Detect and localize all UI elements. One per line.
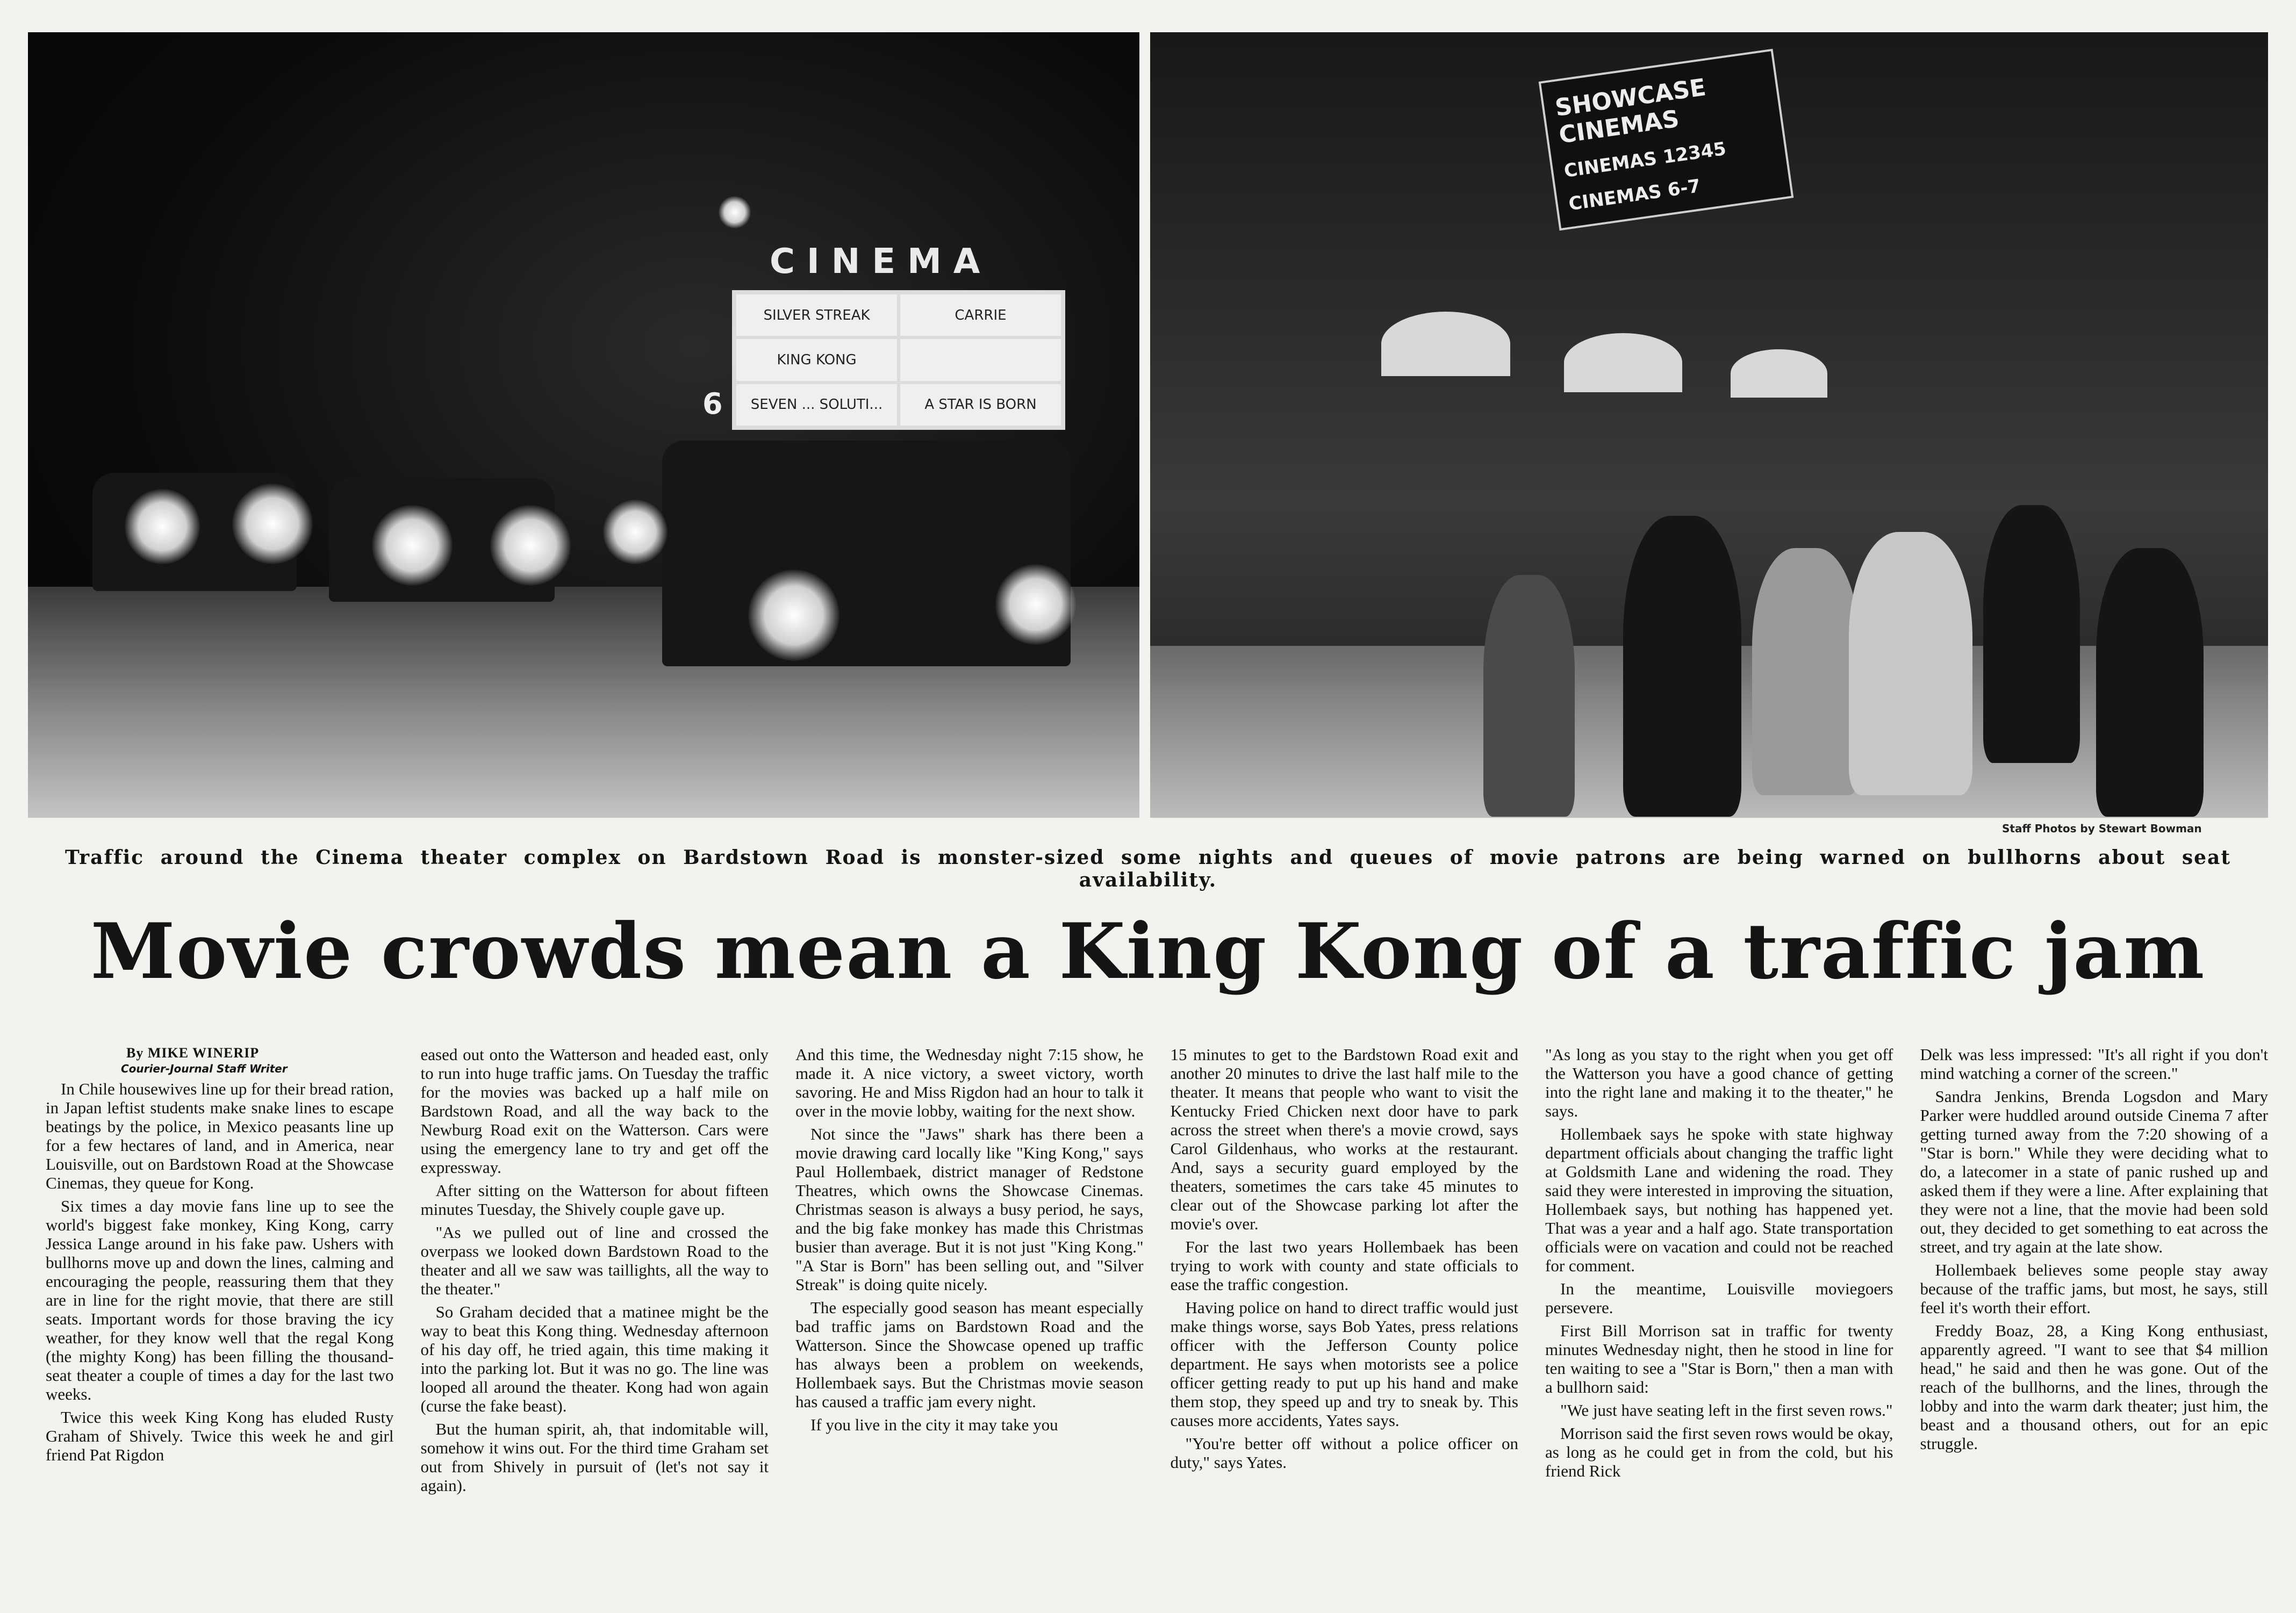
- headlight: [603, 500, 668, 564]
- ceiling-lamp: [1731, 349, 1827, 398]
- article-body: [46, 1045, 2268, 1598]
- paragraph: After sitting on the Watterson for about fifteen minutes Tuesday, the Shively couple gave up.: [420, 1181, 769, 1219]
- headlight: [372, 505, 453, 586]
- article-column-4: [1171, 1045, 1519, 1598]
- headlight: [748, 570, 840, 661]
- marquee-cell: [900, 339, 1061, 380]
- paragraph: eased out onto the Watterson and headed east, only to run into huge traffic jams. On Tuesday the traffic for the movies was backed up a half mile on Bardstown Road, and all the way back to the Newburg Road exit on the Watterson. Cars were using the emergency lane to try and get off the expressway.: [420, 1045, 769, 1177]
- sign-line-2: CINEMAS 12345: [1562, 138, 1728, 182]
- byline-name: By MIKE WINERIP: [126, 1045, 260, 1061]
- person-silhouette: [1983, 505, 2080, 763]
- person-silhouette: [2096, 548, 2204, 817]
- marquee-number: 6: [702, 387, 723, 421]
- paragraph: Six times a day movie fans line up to see the world's biggest fake monkey, King Kong, carry Jessica Lange around in his fake paw. Ushers with bullhorns move up and down the lines, calming and encouraging the people, reassuring them that they are in line for the right movie, that there are still seats. Important words for those braving the icy weather, for they know well that the regal Kong (the mighty Kong) has been filling the thousand-seat theater a couple of times a day for the last two weeks.: [46, 1197, 394, 1403]
- photo-credit: Staff Photos by Stewart Bowman: [2002, 822, 2202, 835]
- headlight: [125, 489, 200, 564]
- byline-title: Courier-Journal Staff Writer: [121, 1062, 288, 1075]
- paragraph: In Chile housewives line up for their bread ration, in Japan leftist students make snake lines to escape beatings by the police, in Mexico peasants line up for a few hectares of land, and in America, near Louisville, out on Bardstown Road at the Showcase Cinemas, they queue for Kong.: [46, 1079, 394, 1192]
- person-silhouette: [1623, 516, 1741, 817]
- marquee-board: [732, 290, 1065, 430]
- article-column-2: [421, 1045, 769, 1598]
- person-silhouette: [1483, 575, 1575, 817]
- photo-caption: Traffic around the Cinema theater complex on Bardstown Road is monster-sized some nights and queues of movie patrons are being warned on bullhorns about seat availability.: [65, 846, 2231, 891]
- paragraph: Not since the "Jaws" shark has there been a movie drawing card locally like "King Kong," says Paul Hollembaek, district manager of Redstone Theatres, which owns the Showcase Cinemas. Christmas season is always a busy period, he says, and the big fake monkey has made this Christmas busier than average. But it is not just "King Kong." "A Star is Born" has been selling out, and "Silver Streak" is doing quite nicely.: [795, 1125, 1144, 1294]
- paragraph: And this time, the Wednesday night 7:15 show, he made it. A nice victory, a sweet victory, worth savoring. He and Miss Rigdon had an hour to talk it over in the movie lobby, waiting for the next show.: [795, 1045, 1144, 1120]
- street-light: [719, 196, 751, 228]
- paragraph: For the last two years Hollembaek has been trying to work with county and state officials to ease the traffic congestion.: [1170, 1237, 1518, 1294]
- paragraph: If you live in the city it may take you: [810, 1415, 1058, 1434]
- paragraph: Hollembaek says he spoke with state highway department officials about changing the traffic light at Goldsmith Lane and widening the road. They said they were interested in improving the situation, Hollembaek says, but nothing has happened yet. That was a year and a half ago. State transportation officials were on vacation and could not be reached for comment.: [1545, 1125, 1893, 1275]
- paragraph: "You're better off without a police officer on duty," says Yates.: [1170, 1434, 1518, 1472]
- marquee-cell: SEVEN ... SOLUTI...: [736, 384, 897, 426]
- photo-cinema-traffic: [28, 32, 1139, 818]
- paragraph: So Graham decided that a matinee might be the way to beat this Kong thing. Wednesday afternoon of his day off, he tried again, this time making it into the parking lot. But it was no go. The line was looped all around the theater. Kong had won again (curse the fake beast).: [420, 1302, 769, 1415]
- article-column-6: [1920, 1045, 2269, 1598]
- paragraph: "As we pulled out of line and crossed the overpass we looked down Bardstown Road to the theater and all we saw was taillights, all the way to the theater.": [420, 1223, 769, 1298]
- sign-line-3: CINEMAS 6-7: [1567, 175, 1702, 215]
- paragraph: But the human spirit, ah, that indomitable will, somehow it wins out. For the third time Graham set out from Shively in pursuit of (let's not say it again).: [420, 1420, 769, 1495]
- paragraph: Hollembaek believes some people stay away because of the traffic jams, but most, he says, still feel it's worth their effort.: [1920, 1261, 2268, 1317]
- paragraph: Morrison said the first seven rows would be okay, as long as he could get in from the cold, but his friend Rick: [1545, 1424, 1893, 1480]
- marquee-cell: KING KONG: [736, 339, 897, 380]
- ceiling-lamp: [1381, 312, 1510, 376]
- paragraph: Sandra Jenkins, Brenda Logsdon and Mary Parker were huddled around outside Cinema 7 after getting turned away from the 7:20 showing of a "Star is born." While they were deciding what to do, a latecomer in a state of panic rushed up and asked them if they were a line. After explaining that they were not a line, that the movie had been sold out, they decided to get something to eat across the street, and try again at the late show.: [1920, 1087, 2268, 1256]
- marquee-cell: SILVER STREAK: [736, 294, 897, 336]
- paragraph: Delk was less impressed: "It's all right if you don't mind watching a corner of the screen.": [1920, 1045, 2268, 1083]
- showcase-cinemas-sign: [1539, 49, 1794, 231]
- marquee-title: CINEMA: [770, 242, 992, 282]
- paragraph: "As long as you stay to the right when you get off the Watterson you have a good chance of getting into the right lane and making it to the theater," he says.: [1545, 1045, 1893, 1120]
- headline: Movie crowds mean a King Kong of a traffic jam: [90, 907, 2206, 996]
- paragraph: Twice this week King Kong has eluded Rusty Graham of Shively. Twice this week he and girl friend Pat Rigdon: [46, 1408, 394, 1464]
- person-silhouette: [1752, 548, 1860, 795]
- paragraph: Freddy Boaz, 28, a King Kong enthusiast, apparently agreed. "I want to see that $4 million head," he said and then he was gone. Out of the reach of the bullhorns, and the lines, through the lobby and into the warm dark theater; just him, the beast and a thousand others, out for an epic struggle.: [1920, 1321, 2268, 1453]
- article-column-1: [46, 1045, 394, 1598]
- headlight: [232, 484, 313, 564]
- paragraph: Having police on hand to direct traffic would just make things worse, says Bob Yates, press relations officer with the Jefferson County police department. He says when motorists see a police officer getting ready to put up his hand and make them stop, they speed up and try to sneak by. This causes more accidents, Yates says.: [1170, 1298, 1518, 1430]
- person-silhouette: [1849, 532, 1972, 795]
- paragraph: "We just have seating left in the first seven rows.": [1560, 1401, 1893, 1420]
- article-column-5: [1545, 1045, 1893, 1598]
- ceiling-lamp: [1564, 333, 1682, 392]
- paragraph: The especially good season has meant especially bad traffic jams on Bardstown Road and the Watterson. Since the Showcase opened up traffic has always been a problem on weekends, Hollembaek says. But the Christmas movie season has caused a traffic jam every night.: [795, 1298, 1144, 1411]
- headlight: [995, 564, 1076, 645]
- paragraph: 15 minutes to get to the Bardstown Road exit and another 20 minutes to drive the last half mile to the theater. It means that people who want to visit the Kentucky Fried Chicken next door have to park across the street when there's a movie crowd, says Carol Gildenhaus, who works at the restaurant. And, says a security guard employed by the theaters, sometimes the cars take 45 minutes to clear out of the Showcase parking lot after the movie's over.: [1170, 1045, 1518, 1233]
- headlight: [490, 505, 571, 586]
- photo-theater-queue: [1150, 32, 2268, 818]
- marquee-cell: CARRIE: [900, 294, 1061, 336]
- sign-line-1: SHOWCASE CINEMAS: [1553, 74, 1708, 149]
- paragraph: In the meantime, Louisville moviegoers persevere.: [1545, 1279, 1893, 1317]
- paragraph: First Bill Morrison sat in traffic for twenty minutes Wednesday night, then he stood in line for ten waiting to see a "Star is Born," then a man with a bullhorn said:: [1545, 1321, 1893, 1396]
- marquee-cell: A STAR IS BORN: [900, 384, 1061, 426]
- article-column-3: [795, 1045, 1144, 1598]
